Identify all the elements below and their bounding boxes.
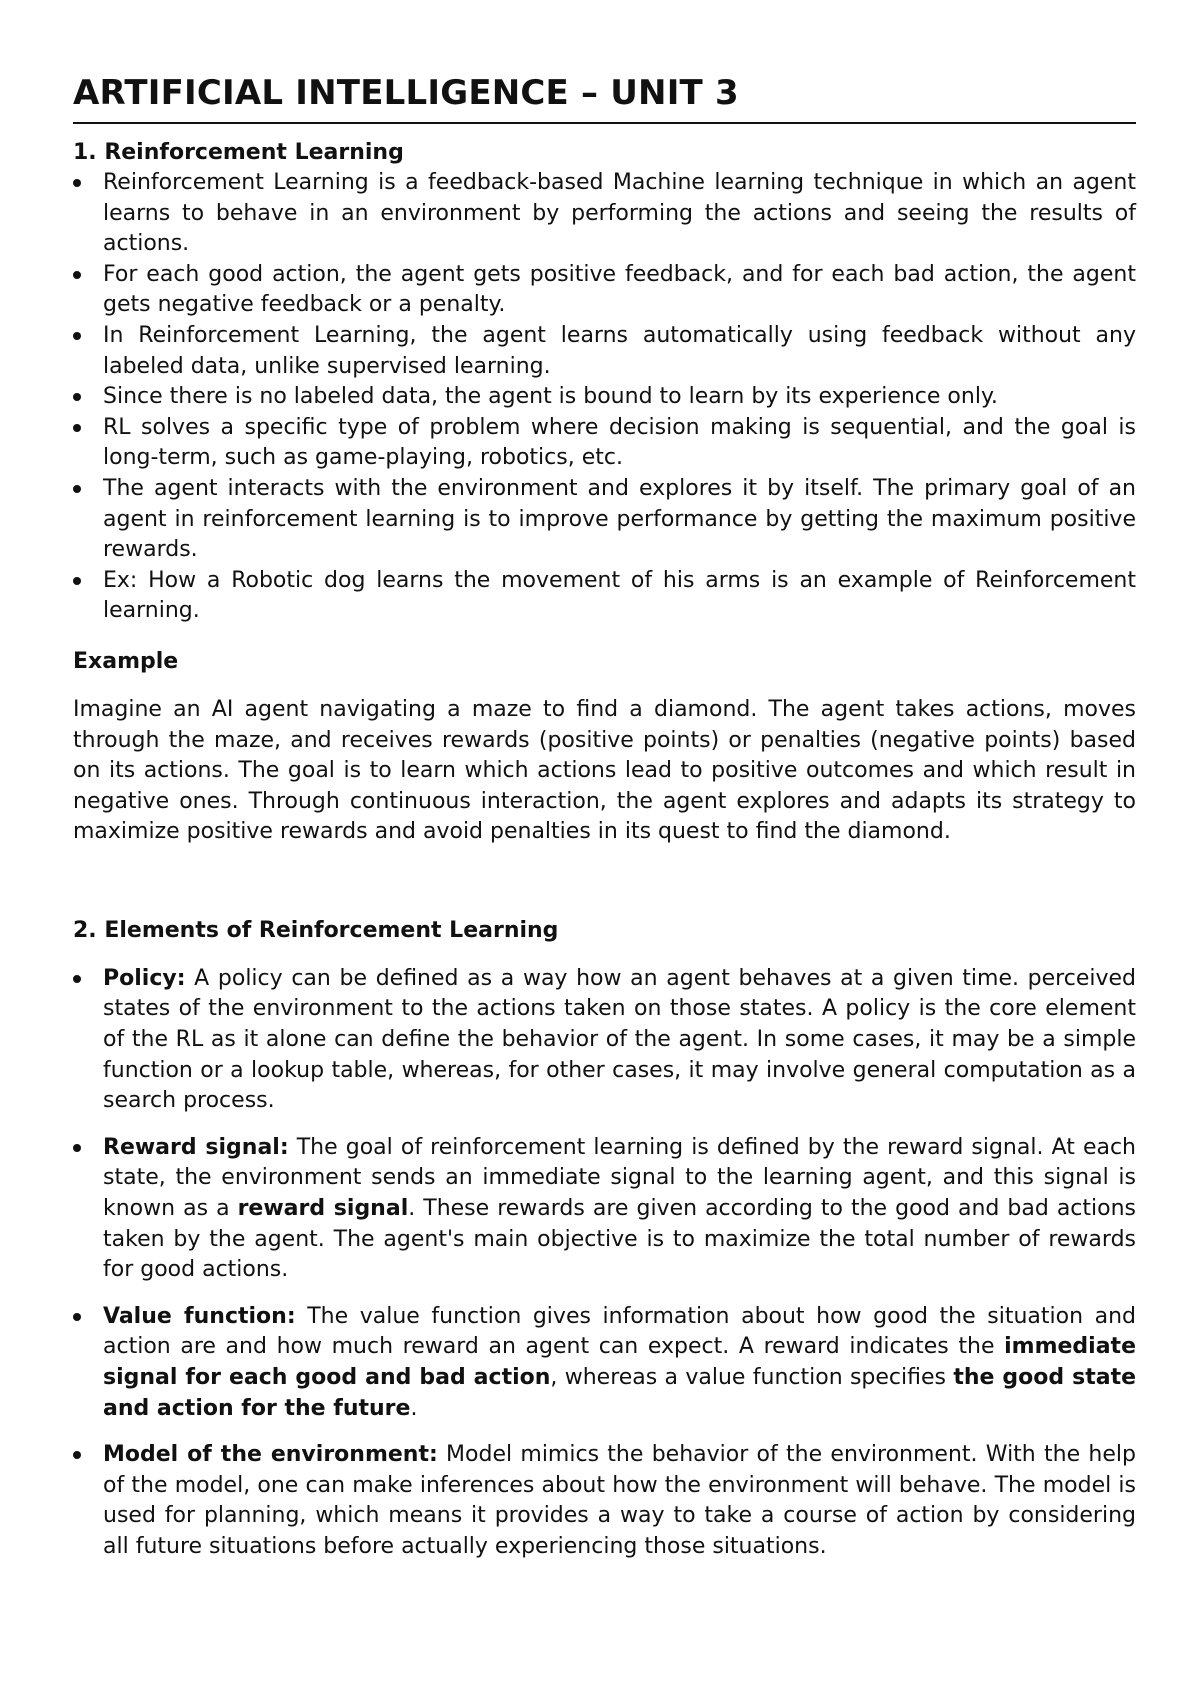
- rl-bullet-list: [73, 168, 1136, 627]
- section-heading-elements: 2. Elements of Reinforcement Learning: [73, 917, 559, 943]
- reward-bold: reward signal: [237, 1196, 409, 1222]
- elements-bullet-list: [73, 964, 1136, 1563]
- list-item-policy: [73, 964, 1136, 1117]
- reward-label: Reward signal:: [103, 1134, 289, 1160]
- value-bold-a: immediate signal for each good and bad action: [103, 1334, 1136, 1390]
- list-item: In Reinforcement Learning, the agent learns automatically using feedback without any labeled data, unlike supervised learning.: [73, 321, 1136, 382]
- bullet-icon: [73, 1451, 81, 1459]
- list-item-value-function: [73, 1302, 1136, 1424]
- list-item: Since there is no labeled data, the agent is bound to learn by its experience only.: [73, 382, 1136, 413]
- value-text-c: .: [410, 1395, 418, 1421]
- list-item-model: [73, 1440, 1136, 1562]
- list-item: Ex: How a Robotic dog learns the movement of his arms is an example of Reinforcement learning.: [73, 566, 1136, 627]
- model-text: Model mimics the behavior of the environment. With the help of the model, one can make inferences about how the environment will behave. The model is used for planning, which means it provides a way to take a course of action by considering all future situations before actually experiencing those situations.: [103, 1442, 1136, 1559]
- bullet-icon: [73, 485, 81, 493]
- document-page: [73, 72, 1136, 1579]
- reward-text-a: The goal of reinforcement learning is defined by the reward signal. At each state, the environment sends an immediate signal to the learning agent, and this signal is known as a: [103, 1134, 1136, 1222]
- example-heading: Example: [73, 648, 179, 674]
- value-text-b: , whereas a value function specifies: [550, 1365, 954, 1390]
- document-title: ARTIFICIAL INTELLIGENCE – UNIT 3: [73, 73, 739, 113]
- reward-text-b: . These rewards are given according to the good and bad actions taken by the agent. The agent's main objective is to maximize the total number of rewards for good actions.: [103, 1196, 1136, 1283]
- policy-label: Policy:: [103, 965, 186, 991]
- value-text-a: The value function gives information about how good the situation and action are and how much reward an agent can expect. A reward indicates the: [103, 1303, 1136, 1360]
- title-underline: [73, 122, 1136, 124]
- bullet-icon: [73, 1144, 81, 1152]
- bullet-icon: [73, 179, 81, 187]
- model-label: Model of the environment:: [103, 1442, 438, 1468]
- list-item: For each good action, the agent gets positive feedback, and for each bad action, the agent gets negative feedback or a penalty.: [73, 260, 1136, 321]
- policy-text: A policy can be defined as a way how an agent behaves at a given time. perceived states of the environment to the actions taken on those states. A policy is the core element of the RL as it alone can define the behavior of the agent. In some cases, it may be a simple function or a lookup table, whereas, for other cases, it may involve general computation as a search process.: [103, 965, 1136, 1114]
- bullet-icon: [73, 1313, 81, 1321]
- bullet-icon: [73, 271, 81, 279]
- bullet-icon: [73, 577, 81, 585]
- bullet-icon: [73, 975, 81, 983]
- list-item: RL solves a specific type of problem where decision making is sequential, and the goal is long-term, such as game-playing, robotics, etc.: [73, 413, 1136, 474]
- list-item: Reinforcement Learning is a feedback-based Machine learning technique in which an agent learns to behave in an environment by performing the actions and seeing the results of actions.: [73, 168, 1136, 260]
- bullet-icon: [73, 393, 81, 401]
- section-heading-reinforcement-learning: 1. Reinforcement Learning: [73, 140, 404, 165]
- bullet-icon: [73, 424, 81, 432]
- list-item: The agent interacts with the environment and explores it by itself. The primary goal of an agent in reinforcement learning is to improve performance by getting the maximum positive rewards.: [73, 474, 1136, 566]
- example-paragraph: Imagine an AI agent navigating a maze to find a diamond. The agent takes actions, moves through the maze, and receives rewards (positive points) or penalties (negative points) based on its actions. The goal is to learn which actions lead to positive outcomes and which result in negative ones. Through continuous interaction, the agent explores and adapts its strategy to maximize positive rewards and avoid penalties in its quest to find the diamond.: [73, 696, 1136, 845]
- value-label: Value function:: [103, 1303, 296, 1329]
- list-item-reward-signal: [73, 1133, 1136, 1286]
- value-bold-b: the good state and action for the future: [103, 1365, 1137, 1421]
- bullet-icon: [73, 332, 81, 340]
